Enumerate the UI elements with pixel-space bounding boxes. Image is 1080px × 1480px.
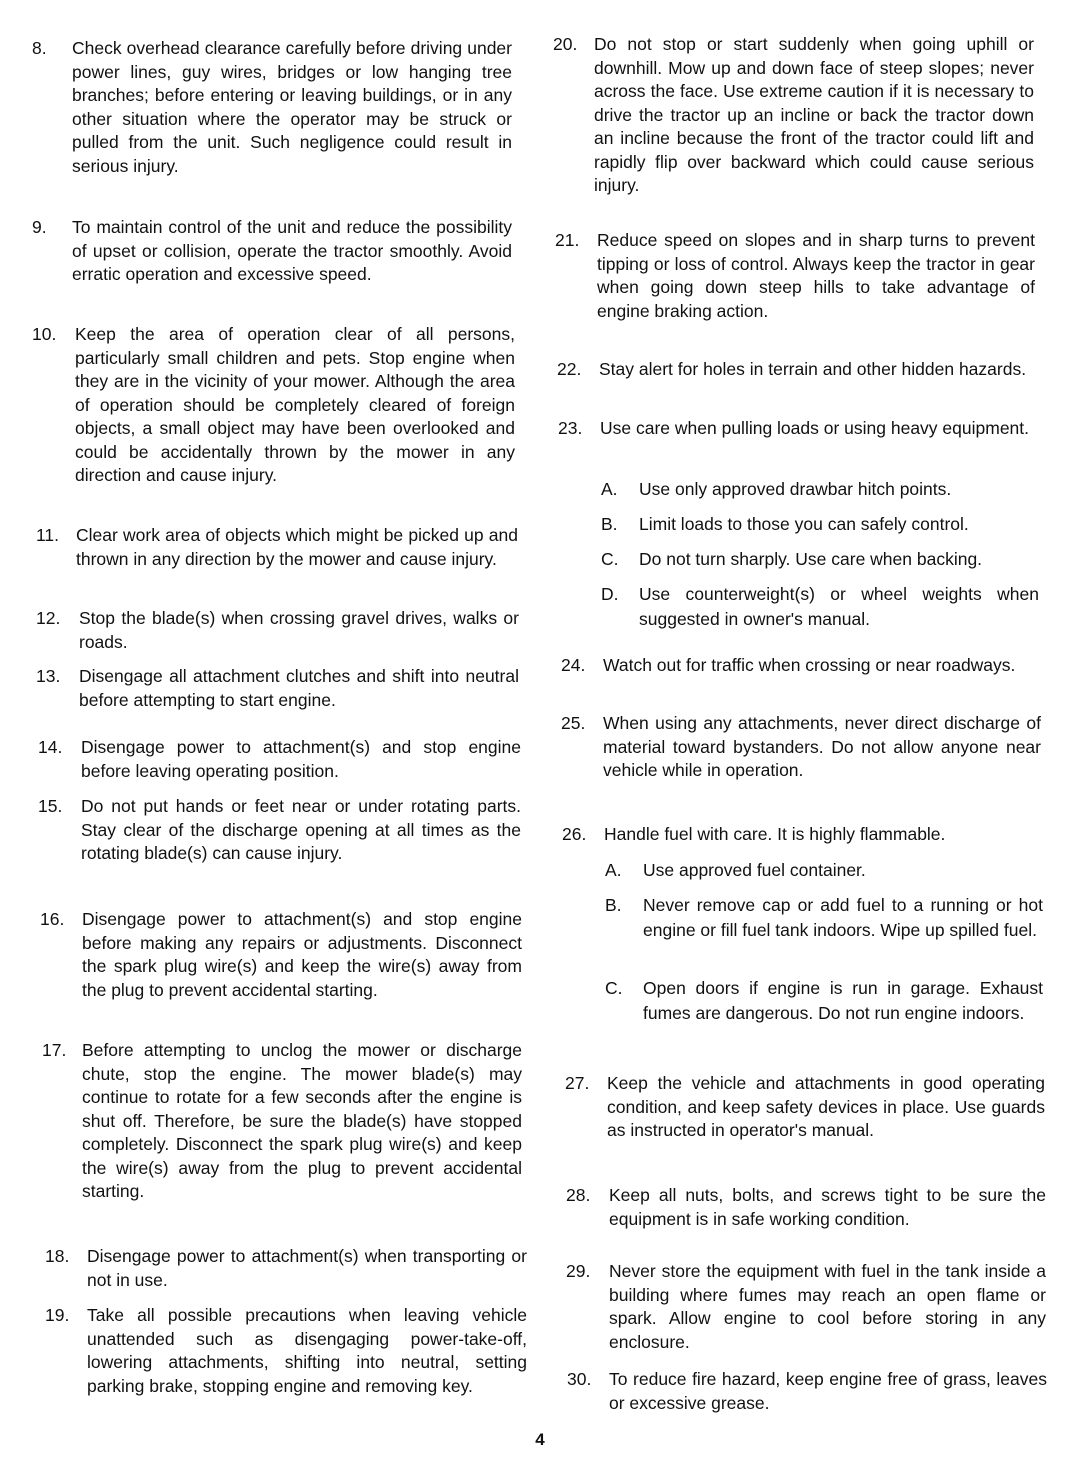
item-text: Clear work area of objects which might be picked up and thrown in any direction by the mower and cause injury.: [76, 525, 518, 569]
item-number: 11.: [36, 525, 60, 545]
item-text: Watch out for traffic when crossing or near roadways.: [603, 655, 1016, 675]
subitem-letter: D.: [601, 584, 619, 604]
item-text: Before attempting to unclog the mower or discharge chute, stop the engine. The mower blade(s) may continue to rotate for a few seconds after the engine is shut off. Therefore, be sure the blade(s) have stopped completely. Disconnect the spark plug wire(s) and keep the wire(s) away from the plug to prevent accidental starting.: [82, 1040, 522, 1201]
item-text: To reduce fire hazard, keep engine free of grass, leaves or excessive grease.: [609, 1369, 1047, 1413]
item-text: Handle fuel with care. It is highly flammable.: [604, 824, 946, 844]
item-text: Never store the equipment with fuel in the tank inside a building where fumes may reach an open flame or spark. Allow engine to cool before storing in any enclosure.: [609, 1261, 1046, 1352]
item-number: 18.: [45, 1246, 70, 1266]
item-number: 16.: [40, 909, 65, 929]
item-number: 13.: [36, 666, 61, 686]
item-number: 29.: [566, 1261, 591, 1281]
subitem-letter: A.: [605, 860, 622, 880]
item-text: Take all possible precautions when leaving vehicle unattended such as disengaging power-take-off, lowering attachments, shifting into neutral, setting parking brake, stopping engine and removing key.: [87, 1305, 527, 1396]
item-number: 27.: [565, 1073, 590, 1093]
item-number: 22.: [557, 359, 582, 379]
item-number: 9.: [32, 217, 47, 237]
safety-item-26: [562, 823, 1052, 1053]
item-number: 12.: [36, 608, 61, 628]
item-number: 21.: [555, 230, 580, 250]
item-number: 25.: [561, 713, 586, 733]
subitem-letter: A.: [601, 479, 618, 499]
subitem-letter: B.: [601, 514, 618, 534]
item-text: Disengage power to attachment(s) and stop engine before leaving operating position.: [81, 737, 521, 781]
item-number: 8.: [32, 38, 47, 58]
item-text: To maintain control of the unit and reduce the possibility of upset or collision, operate the tractor smoothly. Avoid erratic operation and excessive speed.: [72, 217, 512, 284]
item-text: Stop the blade(s) when crossing gravel drives, walks or roads.: [79, 608, 519, 652]
page-number: 4: [535, 1430, 545, 1449]
item-number: 20.: [553, 34, 578, 54]
item-number: 17.: [42, 1040, 67, 1060]
item-number: 24.: [561, 655, 586, 675]
item-number: 14.: [38, 737, 63, 757]
item-text: Do not put hands or feet near or under rotating parts. Stay clear of the discharge opening at all times as the rotating blade(s) can cause injury.: [81, 796, 521, 863]
item-text: Disengage all attachment clutches and shift into neutral before attempting to start engine.: [79, 666, 519, 710]
subitem-letter: C.: [601, 549, 619, 569]
item-text: Keep all nuts, bolts, and screws tight to be sure the equipment is in safe working condition.: [609, 1185, 1046, 1229]
item-number: 10.: [32, 324, 57, 344]
item-text: Do not stop or start suddenly when going uphill or downhill. Mow up and down face of steep slopes; never across the face. Use extreme caution if it is necessary to drive the tractor up an incline or back the tractor down an incline because the front of the tractor could lift and rapidly flip over backward which could cause serious injury.: [594, 34, 1034, 195]
subitem-text: Use only approved drawbar hitch points.: [639, 479, 952, 499]
subitem-text: Use counterweight(s) or wheel weights when suggested in owner's manual.: [639, 584, 1039, 629]
item-text: When using any attachments, never direct discharge of material toward bystanders. Do not allow anyone near vehicle while in operation.: [603, 713, 1041, 780]
item-number: 30.: [567, 1369, 592, 1389]
item-text: Reduce speed on slopes and in sharp turns to prevent tipping or loss of control. Always keep the tractor in gear when going down steep hills to take advantage of engine braking action.: [597, 230, 1035, 321]
subitem-letter: B.: [605, 895, 622, 915]
subitem-text: Limit loads to those you can safely control.: [639, 514, 969, 534]
item-text: Check overhead clearance carefully before driving under power lines, guy wires, bridges or low hanging tree branches; before entering or leaving buildings, or in any other situation where the operator may be struck or pulled from the unit. Such negligence could result in serious injury.: [72, 38, 512, 176]
item-number: 19.: [45, 1305, 70, 1325]
subitem-text: Do not turn sharply. Use care when backing.: [639, 549, 983, 569]
item-number: 15.: [38, 796, 63, 816]
item-number: 26.: [562, 824, 587, 844]
subitem-text: Use approved fuel container.: [643, 860, 866, 880]
item-text: Disengage power to attachment(s) when transporting or not in use.: [87, 1246, 527, 1290]
item-text: Disengage power to attachment(s) and stop engine before making any repairs or adjustments. Disconnect the spark plug wire(s) and keep the wire(s) away from the plug to prevent accidental starting.: [82, 909, 522, 1000]
item-number: 23.: [558, 418, 583, 438]
subitem-text: Open doors if engine is run in garage. Exhaust fumes are dangerous. Do not run engine indoors.: [643, 978, 1043, 1023]
item-text: Keep the vehicle and attachments in good operating condition, and keep safety devices in place. Use guards as instructed in operator's manual.: [607, 1073, 1045, 1140]
item-number: 28.: [566, 1185, 591, 1205]
subitem-text: Never remove cap or add fuel to a running or hot engine or fill fuel tank indoors. Wipe up spilled fuel.: [643, 895, 1043, 940]
item-text: Keep the area of operation clear of all persons, particularly small children and pets. Stop engine when they are in the vicinity of your mower. Although the area of operation should be completely cleared of foreign objects, a small object may have been overlooked and could be accidentally thrown by the mower in any direction and cause injury.: [75, 324, 515, 485]
safety-item-23: [558, 417, 1048, 637]
item-text: Use care when pulling loads or using heavy equipment.: [600, 418, 1030, 438]
item-text: Stay alert for holes in terrain and other hidden hazards.: [599, 359, 1027, 379]
subitem-letter: C.: [605, 978, 623, 998]
